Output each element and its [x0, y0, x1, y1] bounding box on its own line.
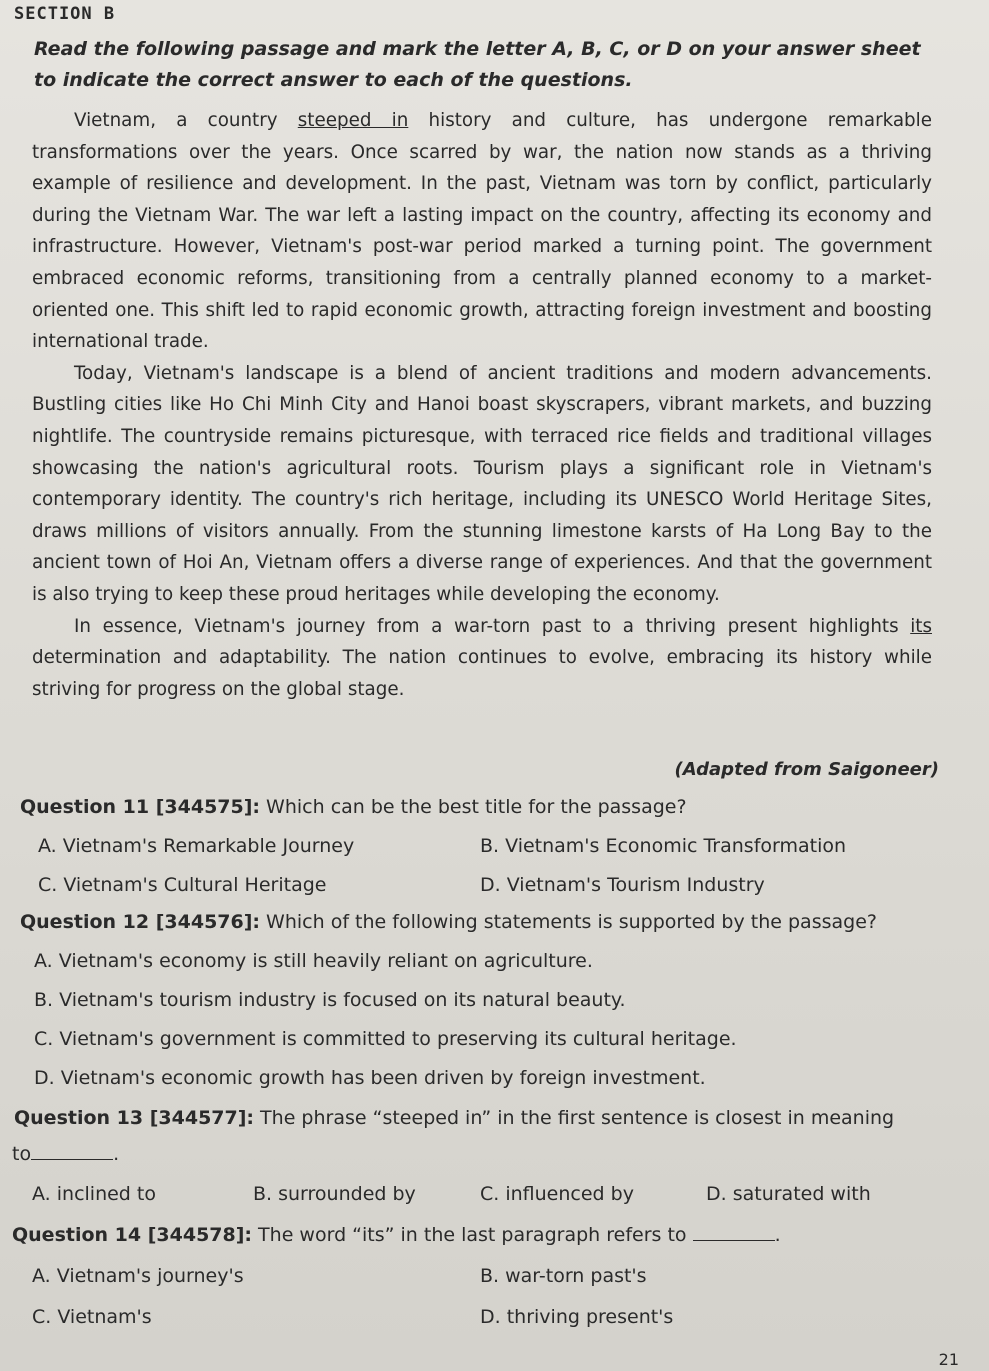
option-14b[interactable]: B. war-torn past's	[480, 1265, 647, 1287]
option-12d[interactable]: D. Vietnam's economic growth has been driven by foreign investment.	[34, 1067, 706, 1089]
option-14a[interactable]: A. Vietnam's journey's	[32, 1265, 244, 1287]
question-13-continuation: to .	[12, 1143, 120, 1165]
option-14c[interactable]: C. Vietnam's	[32, 1306, 152, 1328]
question-13-text: The phrase “steeped in” in the first sentence is closest in meaning	[254, 1107, 895, 1129]
option-13a[interactable]: A. inclined to	[32, 1183, 156, 1205]
option-13b[interactable]: B. surrounded by	[253, 1183, 416, 1205]
p3-text-b: determination and adaptability. The nation continues to evolve, embracing its history while striving for progress on the global stage.	[32, 647, 932, 700]
p1-text-b: history and culture, has undergone remarkable transformations over the years. Once scarred by war, the nation now stands as a thriving example of resilience and development. In the past, Vietnam was torn by conflict, particularly during the Vietnam War. The war left a lasting impact on the country, affecting its economy and infrastructure. However, Vietnam's post-war period marked a turning point. The government embraced economic reforms, transitioning from a centrally planned economy to a market-oriented one. This shift led to rapid economic growth, attracting foreign investment and boosting international trade.	[32, 110, 932, 353]
source-credit: (Adapted from Saigoneer)	[674, 759, 939, 780]
answer-blank	[31, 1141, 113, 1160]
option-11b[interactable]: B. Vietnam's Economic Transformation	[480, 835, 847, 857]
instruction: Read the following passage and mark the letter A, B, C, or D on your answer sheet to indicate the correct answer to each of the questions.	[34, 38, 921, 91]
option-11c[interactable]: C. Vietnam's Cultural Heritage	[38, 874, 327, 896]
question-13	[14, 1104, 894, 1132]
question-13-number: Question 13 [344577]:	[14, 1107, 255, 1129]
page-number: 21	[938, 1350, 959, 1369]
question-12	[20, 908, 877, 936]
question-13-text-cont: to	[12, 1143, 32, 1165]
question-14-text: The word “its” in the last paragraph refers to	[252, 1224, 687, 1246]
p1-text-a: Vietnam, a country	[74, 110, 298, 131]
question-14-number: Question 14 [344578]:	[12, 1224, 253, 1246]
p3-text-a: In essence, Vietnam's journey from a war-torn past to a thriving present highlights	[74, 615, 911, 637]
highlight-its: its	[910, 615, 932, 637]
option-11d[interactable]: D. Vietnam's Tourism Industry	[480, 874, 765, 896]
option-12a[interactable]: A. Vietnam's economy is still heavily reliant on agriculture.	[34, 950, 593, 972]
question-11-text: Which can be the best title for the passage?	[260, 796, 687, 818]
section-label: SECTION B	[14, 4, 116, 24]
question-12-text: Which of the following statements is supported by the passage?	[260, 911, 877, 933]
highlight-steeped-in: steeped in	[297, 110, 409, 131]
question-12-number: Question 12 [344576]:	[20, 911, 261, 933]
option-13c[interactable]: C. influenced by	[480, 1183, 634, 1205]
option-13d[interactable]: D. saturated with	[706, 1183, 871, 1205]
paragraph-1	[32, 105, 932, 358]
option-14d[interactable]: D. thriving present's	[480, 1306, 674, 1328]
option-11a[interactable]: A. Vietnam's Remarkable Journey	[38, 835, 355, 857]
question-14: Question 14 [344578]: The word “its” in the last paragraph refers to .	[12, 1224, 781, 1246]
question-11-number: Question 11 [344575]:	[20, 796, 261, 818]
paragraph-2: Today, Vietnam's landscape is a blend of ancient traditions and modern advancements. Bustling cities like Ho Chi Minh City and Hanoi boast skyscrapers, vibrant markets, and buzzing nightlife. The countryside remains picturesque, with terraced rice fields and traditional villages showcasing the nation's agricultural roots. Tourism plays a significant role in Vietnam's contemporary identity. The country's rich heritage, including its UNESCO World Heritage Sites, draws millions of visitors annually. From the stunning limestone karsts of Ha Long Bay to the ancient town of Hoi An, Vietnam offers a diverse range of experiences. And that the government is also trying to keep these proud heritages while developing the economy.	[32, 362, 932, 605]
question-11	[20, 793, 687, 821]
option-12c[interactable]: C. Vietnam's government is committed to preserving its cultural heritage.	[34, 1028, 737, 1050]
paragraph-3	[32, 611, 932, 706]
reading-passage	[32, 105, 932, 705]
answer-blank	[693, 1222, 775, 1241]
option-12b[interactable]: B. Vietnam's tourism industry is focused on its natural beauty.	[34, 989, 626, 1011]
